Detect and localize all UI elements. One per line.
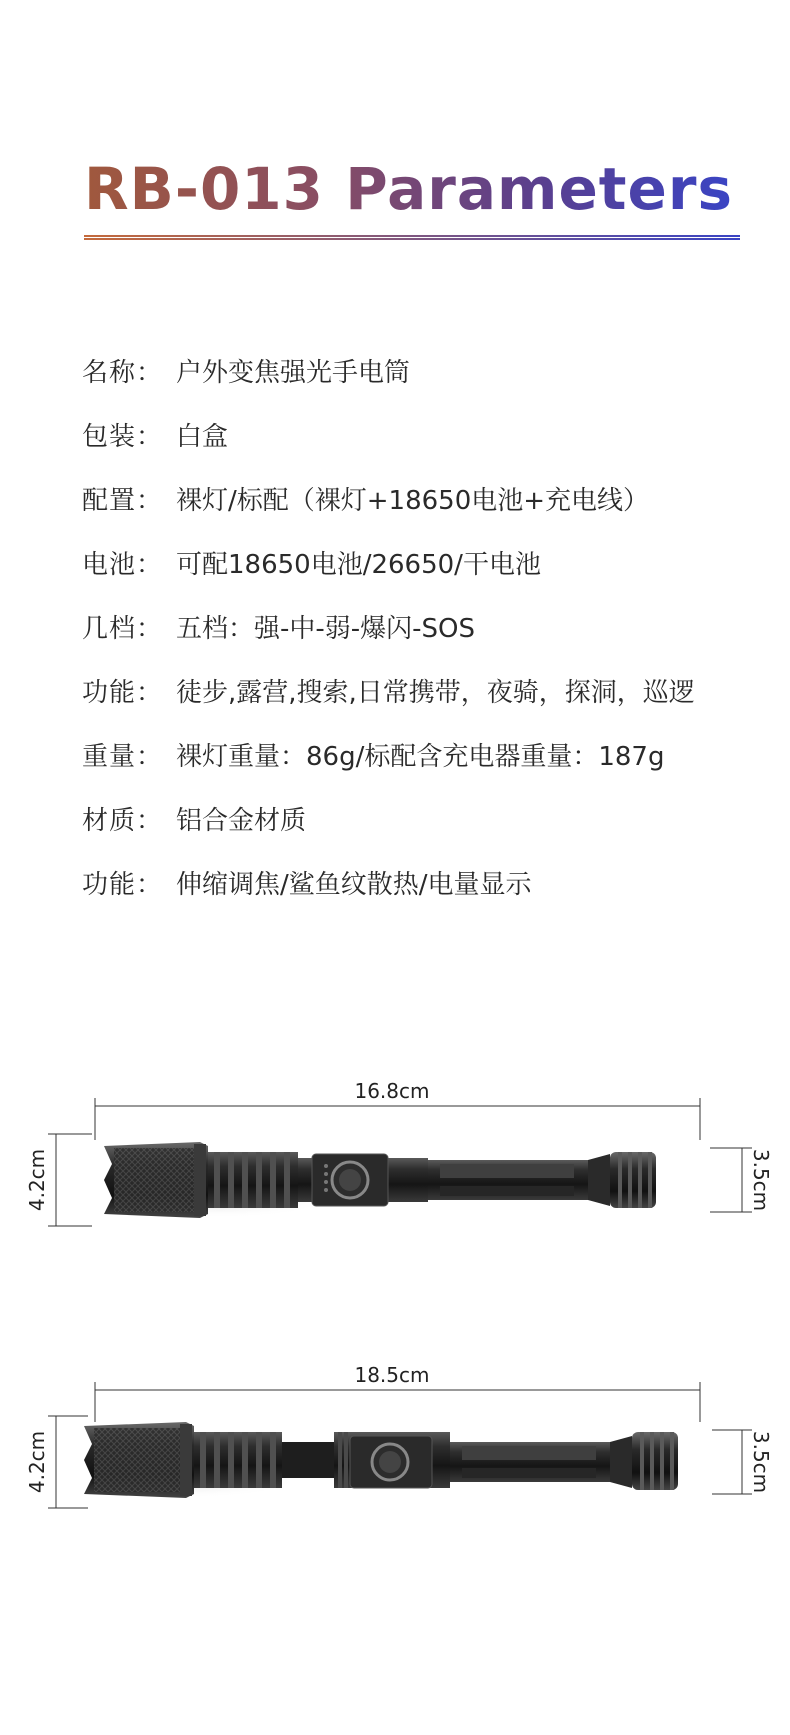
param-value: 五档：强-中-弱-爆闪-SOS bbox=[176, 613, 476, 644]
dimension-diagram bbox=[0, 1060, 790, 1700]
param-row-battery bbox=[82, 530, 782, 594]
param-value: 徒步,露营,搜索,日常携带，夜骑，探洞，巡逻 bbox=[176, 677, 695, 708]
tail-diameter-label-long: 3.5cm bbox=[749, 1430, 773, 1494]
param-label: 名称： bbox=[82, 357, 164, 388]
param-label: 功能： bbox=[82, 869, 164, 900]
param-value: 户外变焦强光手电筒 bbox=[176, 357, 411, 388]
param-value: 裸灯重量：86g/标配含充电器重量：187g bbox=[176, 741, 665, 772]
param-label: 包装： bbox=[82, 421, 164, 452]
param-value: 伸缩调焦/鲨鱼纹散热/电量显示 bbox=[176, 869, 532, 900]
length-label-long: 18.5cm bbox=[354, 1363, 430, 1387]
param-label: 配置： bbox=[82, 485, 164, 516]
param-label: 功能： bbox=[82, 677, 164, 708]
page-title: RB-013 Parameters bbox=[84, 155, 733, 223]
parameter-list bbox=[82, 338, 782, 914]
head-diameter-label-short: 4.2cm bbox=[25, 1148, 49, 1212]
flashlight-short bbox=[104, 1142, 656, 1218]
param-row-uses bbox=[82, 658, 782, 722]
flashlight-long bbox=[80, 1422, 678, 1498]
param-row-name bbox=[82, 338, 782, 402]
param-value: 白盒 bbox=[176, 421, 229, 452]
param-row-material bbox=[82, 786, 782, 850]
param-value: 铝合金材质 bbox=[176, 805, 307, 836]
param-value: 裸灯/标配（裸灯+18650电池+充电线） bbox=[176, 485, 650, 516]
title-underline bbox=[84, 235, 740, 240]
param-row-features bbox=[82, 850, 782, 914]
param-row-modes bbox=[82, 594, 782, 658]
length-label-short: 16.8cm bbox=[354, 1079, 430, 1103]
head-diameter-label-long: 4.2cm bbox=[25, 1430, 49, 1494]
param-row-config bbox=[82, 466, 782, 530]
param-label: 电池： bbox=[82, 549, 164, 580]
param-label: 重量： bbox=[82, 741, 164, 772]
param-label: 材质： bbox=[82, 805, 164, 836]
param-row-weight bbox=[82, 722, 782, 786]
param-row-packaging bbox=[82, 402, 782, 466]
param-value: 可配18650电池/26650/干电池 bbox=[176, 549, 541, 580]
param-label: 几档： bbox=[82, 613, 164, 644]
tail-diameter-label-short: 3.5cm bbox=[749, 1148, 773, 1212]
